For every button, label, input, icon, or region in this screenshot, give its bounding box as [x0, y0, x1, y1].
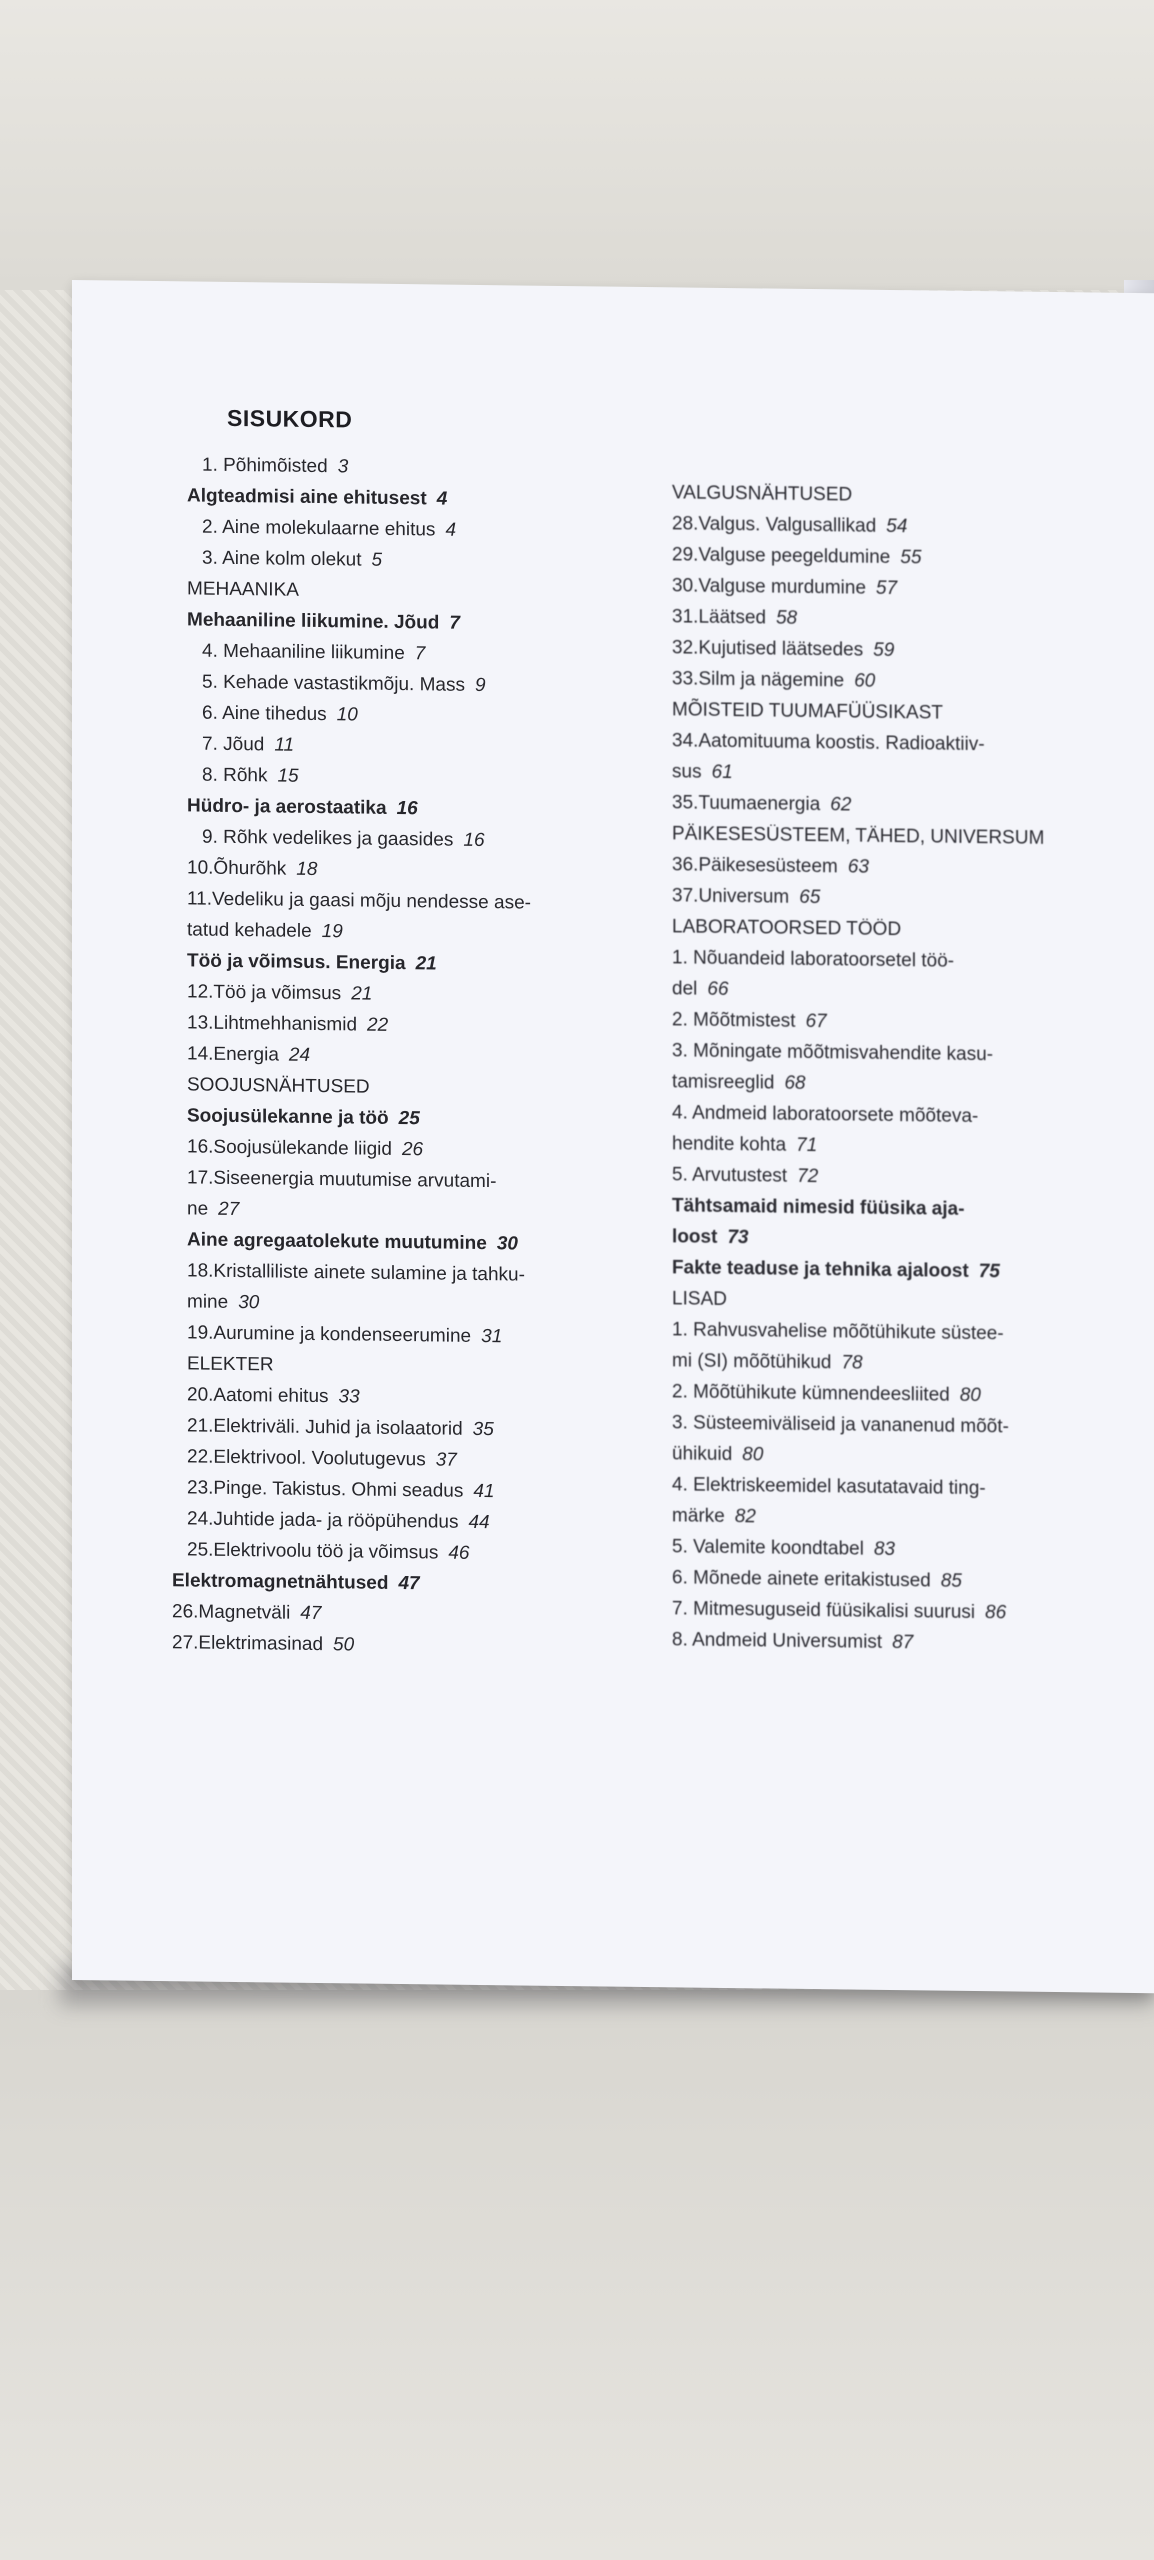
toc-entry-page: 75	[978, 1261, 1000, 1283]
toc-entry-title: Aine agregaatolekute muutumine	[187, 1229, 487, 1255]
toc-entry-title: ne	[187, 1198, 209, 1220]
toc-entry-title: SOOJUSNÄHTUSED	[187, 1074, 370, 1098]
toc-entry-page: 26	[401, 1139, 424, 1161]
toc-entry-page: 22	[367, 1014, 389, 1036]
toc-entry-title: 12.Töö ja võimsus	[187, 981, 342, 1005]
toc-entry-title: tamisreeglid	[672, 1071, 775, 1094]
toc-entry-page: 68	[784, 1072, 806, 1094]
toc-entry-page: 73	[727, 1227, 749, 1249]
toc-entry-title: 6. Aine tihedus	[202, 702, 327, 726]
toc-entry-page: 10	[336, 704, 358, 726]
toc-entry-title: 28.Valgus. Valgusallikad	[672, 513, 877, 537]
toc-entry-title: 4. Mehaaniline liikumine	[202, 640, 405, 665]
toc-entry-title: 30.Valguse murdumine	[672, 575, 866, 599]
toc-entry-page: 16	[396, 797, 418, 820]
toc-entry-title: 16.Soojusülekande liigid	[187, 1136, 392, 1160]
toc-entry-title: Hüdro- ja aerostaatika	[187, 795, 387, 819]
toc-entry-page: 47	[300, 1602, 322, 1625]
toc-entry-page: 4	[445, 519, 457, 541]
toc-entry-title: sus	[672, 761, 702, 783]
toc-entry-title: PÄIKESESÜSTEEM, TÄHED, UNIVERSUM	[672, 823, 1045, 849]
toc-entry	[672, 1624, 1132, 1661]
toc-entry-title: Soojusülekanne ja töö	[187, 1105, 389, 1129]
toc-entry-page: 25	[398, 1107, 420, 1130]
toc-entry-title: 11.Vedeliku ja gaasi mõju nendesse ase-	[187, 888, 531, 914]
toc-entry-page: 46	[448, 1542, 470, 1564]
toc-entry-title: Fakte teaduse ja tehnika ajaloost	[672, 1257, 969, 1282]
toc-entry-title: 27.Elektrimasinad	[172, 1632, 324, 1656]
toc-entry-page: 31	[481, 1325, 503, 1348]
toc-entry-title: 17.Siseenergia muutumise arvutami-	[187, 1167, 497, 1193]
toc-entry-title: 4. Elektriskeemidel kasutatavaid ting-	[672, 1474, 986, 1500]
toc-entry-title: del	[672, 978, 698, 1000]
toc-entry-page: 24	[288, 1044, 311, 1066]
toc-entry-title: 3. Aine kolm olekut	[202, 547, 362, 571]
toc-entry-title: 13.Lihtmehhanismid	[187, 1012, 358, 1036]
toc-entry-page: 30	[238, 1292, 260, 1314]
toc-entry-title: 14.Energia	[187, 1043, 279, 1066]
toc-entry-title: MEHAANIKA	[187, 578, 299, 601]
toc-entry-title: 37.Universum	[672, 885, 790, 908]
toc-entry-title: 1. Nõuandeid laboratoorsetel töö-	[672, 947, 955, 972]
toc-entry-title: 32.Kujutised läätsedes	[672, 637, 864, 661]
toc-entry-title: tatud kehadele	[187, 919, 312, 942]
toc-entry-page: 27	[218, 1198, 240, 1221]
toc-entry-page: 9	[474, 674, 486, 697]
toc-entry-title: 29.Valguse peegeldumine	[672, 544, 891, 568]
toc-entry-page: 83	[873, 1538, 896, 1561]
toc-entry-page: 66	[707, 978, 729, 1001]
toc-entry-title: 4. Andmeid laboratoorsete mõõteva-	[672, 1102, 979, 1128]
toc-entry-title: Mehaaniline liikumine. Jõud	[187, 609, 440, 634]
fabric-background-top	[0, 0, 1154, 290]
toc-entry-page: 47	[398, 1572, 420, 1595]
toc-entry-title: 2. Mõõtmistest	[672, 1009, 796, 1032]
toc-entry-page: 87	[892, 1632, 914, 1654]
toc-entry-page: 59	[873, 639, 895, 662]
toc-entry-page: 44	[468, 1511, 490, 1534]
toc-entry-title: 36.Päikesesüsteem	[672, 854, 838, 878]
toc-entry-page: 86	[985, 1602, 1007, 1624]
toc-entry-title: 18.Kristalliliste ainete sulamine ja tahku-	[187, 1260, 525, 1286]
toc-entry-page: 33	[338, 1386, 360, 1408]
toc-entry-title: loost	[672, 1226, 718, 1248]
toc-entry-page: 58	[776, 607, 798, 629]
toc-entry-page: 80	[742, 1444, 764, 1466]
toc-entry-title: 22.Elektrivool. Voolutugevus	[187, 1446, 426, 1471]
toc-entry-page: 5	[371, 549, 383, 571]
toc-entry-title: Algteadmisi aine ehitusest	[187, 485, 427, 510]
toc-entry-page: 30	[496, 1233, 518, 1255]
toc-entry-page: 41	[473, 1480, 495, 1503]
toc-entry-title: 19.Aurumine ja kondenseerumine	[187, 1322, 472, 1347]
toc-entry-page: 78	[841, 1352, 863, 1374]
toc-entry-page: 71	[796, 1134, 818, 1157]
toc-entry	[172, 1627, 712, 1665]
toc-entry-title: 8. Andmeid Universumist	[672, 1629, 883, 1653]
toc-entry-page: 21	[415, 953, 437, 975]
toc-entry-title: 20.Aatomi ehitus	[187, 1384, 329, 1408]
toc-entry-page: 63	[847, 856, 869, 878]
toc-entry-title: 5. Kehade vastastikmõju. Mass	[202, 671, 465, 696]
toc-entry-page: 62	[830, 794, 852, 816]
toc-entry-page: 57	[875, 577, 898, 600]
toc-left-column	[172, 449, 712, 1665]
toc-entry-title: 24.Juhtide jada- ja rööpühendus	[187, 1508, 459, 1533]
toc-entry-title: Töö ja võimsus. Energia	[187, 950, 406, 975]
toc-entry-page: 16	[463, 829, 485, 852]
toc-entry-title: 10.Õhurõhk	[187, 857, 287, 880]
toc-entry-title: VALGUSNÄHTUSED	[672, 482, 853, 506]
toc-entry-page: 18	[296, 858, 318, 880]
toc-entry-title: ühikuid	[672, 1443, 733, 1466]
toc-entry-page: 50	[333, 1634, 355, 1656]
toc-entry-title: 3. Süsteemiväliseid ja vananenud mõõt-	[672, 1412, 1009, 1438]
toc-entry-title: 6. Mõnede ainete eritakistused	[672, 1567, 931, 1592]
toc-entry-title: 2. Mõõtühikute kümnendeesliited	[672, 1381, 950, 1406]
toc-entry-page: 82	[734, 1506, 756, 1528]
toc-entry-title: 35.Tuumaenergia	[672, 792, 821, 816]
toc-entry-page: 80	[959, 1384, 981, 1407]
toc-entry-title: 21.Elektriväli. Juhid ja isolaatorid	[187, 1415, 463, 1440]
toc-entry-page: 55	[900, 547, 922, 569]
toc-entry-title: 23.Pinge. Takistus. Ohmi seadus	[187, 1477, 464, 1502]
toc-entry-title: märke	[672, 1505, 725, 1527]
toc-entry-page: 54	[886, 515, 908, 538]
toc-entry-title: ELEKTER	[187, 1353, 274, 1376]
toc-entry-title: 9. Rõhk vedelikes ja gaasides	[202, 826, 454, 851]
toc-entry-title: LISAD	[672, 1288, 727, 1311]
book-page	[72, 280, 1154, 1993]
toc-entry-page: 11	[274, 734, 295, 756]
toc-entry-title: 33.Silm ja nägemine	[672, 668, 845, 692]
toc-entry-title: Elektromagnetnähtused	[172, 1570, 389, 1594]
toc-entry-title: 5. Arvutustest	[672, 1164, 788, 1187]
toc-entry-title: hendite kohta	[672, 1133, 787, 1156]
toc-entry-page: 65	[799, 886, 821, 909]
toc-entry-page: 15	[277, 765, 299, 787]
toc-entry-page: 61	[711, 761, 733, 784]
toc-entry-title: 26.Magnetväli	[172, 1601, 291, 1624]
toc-entry-page: 35	[472, 1418, 494, 1441]
toc-right-column	[672, 477, 1132, 1661]
toc-entry-title: 7. Jõud	[202, 733, 265, 756]
toc-entry-page: 7	[414, 643, 426, 665]
toc-entry-page: 21	[351, 983, 373, 1005]
toc-entry-title: MÕISTEID TUUMAFÜÜSIKAST	[672, 699, 943, 724]
toc-entry-title: 3. Mõningate mõõtmisvahendite kasu-	[672, 1040, 994, 1066]
toc-entry-page: 60	[854, 670, 876, 692]
toc-entry-title: 25.Elektrivoolu töö ja võimsus	[187, 1539, 439, 1564]
toc-entry-page: 4	[436, 488, 448, 510]
toc-entry-title: 5. Valemite koondtabel	[672, 1536, 864, 1560]
toc-entry-page: 19	[321, 921, 343, 943]
toc-entry-page: 7	[449, 612, 460, 634]
toc-entry-page: 37	[435, 1449, 457, 1471]
toc-entry-title: mine	[187, 1291, 229, 1313]
toc-entry-title: 34.Aatomituuma koostis. Radioaktiiv-	[672, 730, 985, 756]
toc-entry-page: 72	[797, 1165, 819, 1188]
fabric-background-bottom	[0, 1990, 1154, 2560]
toc-heading: SISUKORD	[227, 404, 353, 433]
toc-entry-page: 3	[337, 456, 349, 478]
toc-entry-page: 67	[805, 1010, 827, 1033]
toc-entry-title: 31.Läätsed	[672, 606, 767, 629]
toc-entry-title: 1. Põhimõisted	[202, 454, 328, 478]
toc-entry-title: Tähtsamaid nimesid füüsika aja-	[672, 1195, 965, 1220]
toc-entry-title: 8. Rõhk	[202, 764, 268, 787]
toc-entry-title: 2. Aine molekulaarne ehitus	[202, 516, 436, 541]
toc-entry-page: 85	[940, 1570, 962, 1592]
toc-entry-title: 7. Mitmesuguseid füüsikalisi suurusi	[672, 1598, 976, 1624]
toc-entry-title: mi (SI) mõõtühikud	[672, 1350, 832, 1374]
toc-entry-title: LABORATOORSED TÖÖD	[672, 916, 902, 941]
toc-entry-title: 1. Rahvusvahelise mõõtühikute süstee-	[672, 1319, 1004, 1345]
toc-entry	[172, 1162, 712, 1200]
